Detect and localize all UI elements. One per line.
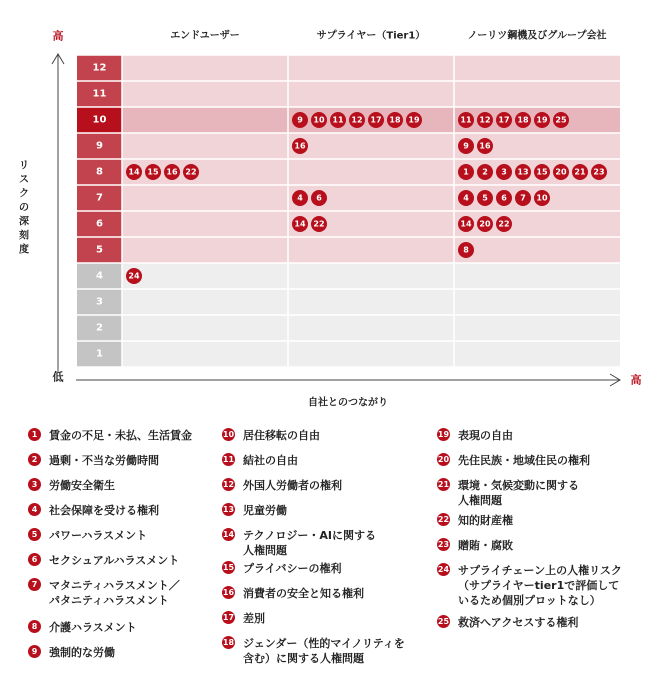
legend-label: ジェンダー（性的マイノリティを 含む）に関する人権問題 [243, 637, 405, 665]
legend-label: サプライチェーン上の人権リスク （サプライヤーtier1で評価して いるため個別プロットなし） [458, 564, 622, 607]
severity-label-4: 4 [96, 270, 103, 282]
risk-marker-label-14: 14 [294, 219, 306, 229]
risk-marker-label-10: 10 [313, 115, 325, 125]
legend-number-badge: 4 [28, 503, 41, 516]
legend-number-badge: 25 [437, 617, 450, 626]
legend-label: 居住移転の自由 [243, 429, 320, 442]
legend-label: 児童労働 [243, 504, 287, 517]
legend-number-badge: 18 [222, 638, 235, 647]
risk-marker-label-17: 17 [498, 115, 510, 125]
y-axis-title-char: ス [19, 174, 29, 186]
column-header-1: エンドユーザー [170, 30, 240, 42]
legend-label: プライバシーの権利 [243, 562, 342, 575]
legend-label: 賃金の不足・未払、生活賃金 [49, 429, 192, 442]
risk-marker-label-14: 14 [128, 167, 140, 177]
severity-label-12: 12 [92, 62, 107, 74]
risk-marker-label-25: 25 [555, 115, 567, 125]
column-header-2: サプライヤー（Tier1） [316, 30, 426, 42]
risk-marker-label-9: 9 [297, 115, 303, 125]
risk-marker-label-5: 5 [482, 193, 488, 203]
legend-number-badge: 5 [28, 528, 41, 541]
legend-label: 社会保障を受ける権利 [49, 504, 159, 517]
severity-label-9: 9 [96, 140, 103, 152]
legend-label: 表現の自由 [458, 429, 513, 442]
risk-marker-label-15: 15 [147, 167, 159, 177]
severity-label-8: 8 [96, 166, 103, 178]
y-axis-high-label: 高 [52, 29, 64, 43]
risk-marker-label-17: 17 [370, 115, 382, 125]
legend-label: 先住民族・地域住民の権利 [458, 454, 590, 467]
severity-label-1: 1 [96, 348, 103, 360]
risk-marker-label-6: 6 [316, 193, 322, 203]
legend-label: 救済へアクセスする権利 [458, 616, 579, 629]
legend-label: 過剰・不当な労働時間 [49, 454, 159, 467]
legend-number-badge: 9 [28, 645, 41, 658]
severity-row-6 [122, 211, 620, 237]
legend-number-badge: 15 [222, 563, 235, 572]
risk-marker-label-3: 3 [501, 167, 507, 177]
risk-marker-label-13: 13 [517, 167, 529, 177]
legend-number-badge: 21 [437, 480, 450, 489]
risk-marker-label-10: 10 [536, 193, 548, 203]
y-axis-title-char: 深 [19, 216, 29, 228]
severity-label-2: 2 [96, 322, 103, 334]
legend-label: 消費者の安全と知る権利 [243, 587, 364, 600]
risk-marker-label-11: 11 [460, 115, 472, 125]
legend-label: 差別 [243, 612, 265, 625]
legend-number-badge: 12 [222, 480, 235, 489]
legend-number-badge: 20 [437, 455, 450, 464]
severity-row-12 [122, 55, 620, 81]
risk-marker-label-20: 20 [555, 167, 567, 177]
legend-label: セクシュアルハラスメント [49, 554, 180, 567]
legend-number-badge: 16 [222, 588, 235, 597]
severity-label-7: 7 [96, 192, 103, 204]
risk-marker-label-1: 1 [463, 167, 469, 177]
legend-number-badge: 7 [28, 578, 41, 591]
legend-label: テクノロジー・AIに関する 人権問題 [243, 529, 376, 557]
risk-marker-label-4: 4 [463, 193, 469, 203]
legend-number-badge: 10 [222, 430, 235, 439]
risk-marker-label-12: 12 [479, 115, 491, 125]
y-axis-title-char: の [19, 202, 29, 214]
risk-marker-label-9: 9 [463, 141, 469, 151]
risk-marker-label-22: 22 [498, 219, 510, 229]
legend-label: 結社の自由 [243, 454, 298, 467]
y-axis-title-char: 刻 [19, 230, 29, 242]
severity-row-4 [122, 263, 620, 289]
legend-label: 強制的な労働 [49, 646, 115, 659]
risk-marker-label-11: 11 [332, 115, 344, 125]
severity-label-3: 3 [96, 296, 103, 308]
risk-marker-label-4: 4 [297, 193, 303, 203]
risk-marker-label-16: 16 [294, 141, 306, 151]
risk-marker-label-21: 21 [574, 167, 586, 177]
y-axis-title-char: 度 [19, 244, 29, 256]
legend-number-badge: 6 [28, 553, 41, 566]
risk-marker-label-7: 7 [520, 193, 526, 203]
severity-row-2 [122, 315, 620, 341]
legend-number-badge: 11 [222, 455, 235, 464]
legend-label: パワーハラスメント [49, 529, 148, 542]
y-axis-title-char: ク [19, 188, 29, 200]
y-axis-title-char: リ [19, 160, 29, 172]
legend-number-badge: 8 [28, 620, 41, 633]
risk-marker-label-8: 8 [463, 245, 469, 255]
x-axis-high-label: 高 [630, 373, 642, 387]
x-axis-title: 自社とのつながり [308, 397, 388, 409]
risk-marker-label-16: 16 [166, 167, 178, 177]
risk-marker-label-19: 19 [536, 115, 548, 125]
risk-marker-label-6: 6 [501, 193, 507, 203]
legend-label: 知的財産権 [458, 514, 513, 527]
severity-label-6: 6 [96, 218, 103, 230]
legend-number-badge: 22 [437, 515, 450, 524]
legend-number-badge: 13 [222, 505, 235, 514]
risk-marker-label-19: 19 [408, 115, 420, 125]
legend-label: 介護ハラスメント [49, 621, 137, 634]
legend-label: 労働安全衛生 [49, 479, 115, 492]
legend-number-badge: 17 [222, 613, 235, 622]
risk-marker-label-20: 20 [479, 219, 491, 229]
severity-label-11: 11 [92, 88, 107, 100]
legend-label: 環境・気候変動に関する 人権問題 [458, 479, 579, 507]
risk-marker-label-14: 14 [460, 219, 472, 229]
severity-row-3 [122, 289, 620, 315]
legend-label: 外国人労働者の権利 [243, 479, 342, 492]
severity-row-5 [122, 237, 620, 263]
column-header-3: ノーリツ鋼機及びグループ会社 [467, 30, 607, 42]
legend-label: マタニティハラスメント／ パタニティハラスメント [49, 579, 180, 607]
legend-number-badge: 3 [28, 478, 41, 491]
legend-number-badge: 1 [28, 428, 41, 441]
severity-label-10: 10 [92, 114, 107, 126]
legend-number-badge: 23 [437, 540, 450, 549]
risk-marker-label-12: 12 [351, 115, 363, 125]
risk-marker-label-24: 24 [128, 271, 140, 281]
risk-marker-label-23: 23 [593, 167, 605, 177]
severity-row-1 [122, 341, 620, 367]
severity-row-9 [122, 133, 620, 159]
y-axis-low-label: 低 [52, 370, 64, 384]
risk-marker-label-22: 22 [185, 167, 197, 177]
legend-number-badge: 14 [222, 530, 235, 539]
risk-marker-label-22: 22 [313, 219, 325, 229]
risk-marker-label-18: 18 [517, 115, 529, 125]
risk-marker-label-15: 15 [536, 167, 548, 177]
legend-number-badge: 2 [28, 453, 41, 466]
legend-number-badge: 19 [437, 430, 450, 439]
risk-marker-label-2: 2 [482, 167, 488, 177]
legend-label: 贈賄・腐敗 [458, 539, 513, 552]
severity-row-11 [122, 81, 620, 107]
risk-marker-label-18: 18 [389, 115, 401, 125]
severity-label-5: 5 [96, 244, 103, 256]
legend-number-badge: 24 [437, 565, 450, 574]
risk-marker-label-16: 16 [479, 141, 491, 151]
